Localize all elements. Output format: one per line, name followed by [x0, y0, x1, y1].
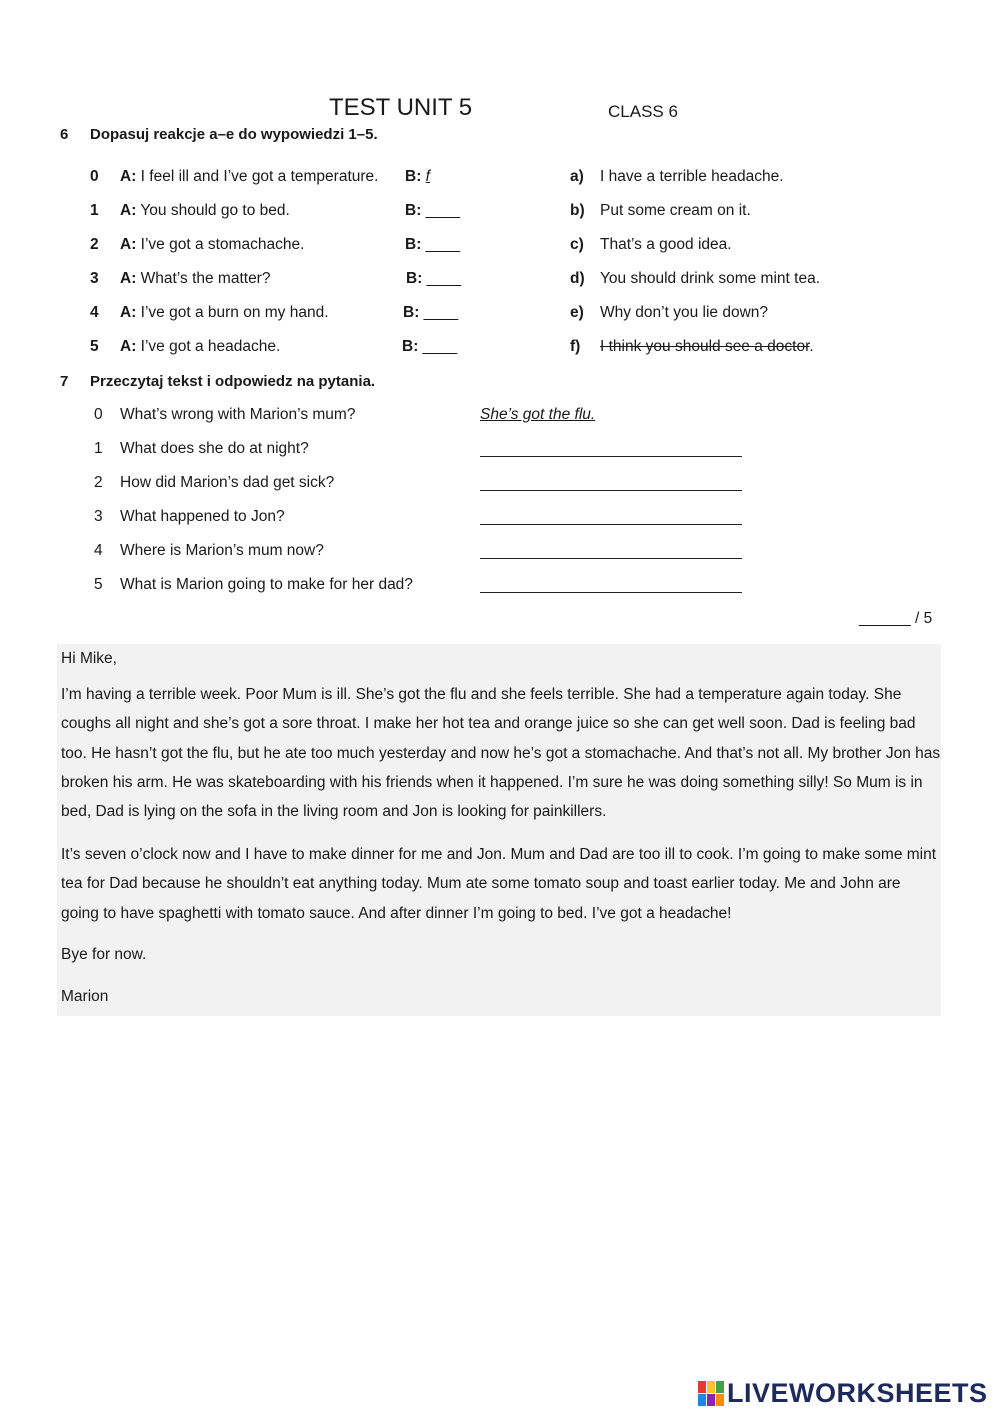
prompt-a-label: A:: [120, 236, 137, 253]
prompt-number: 2: [90, 236, 99, 253]
logo-tile: [716, 1381, 724, 1393]
prompt-a: [120, 270, 270, 288]
logo-tile: [698, 1394, 706, 1406]
prompt-b-label: B:: [403, 304, 420, 321]
question-text: How did Marion’s dad get sick?: [120, 474, 335, 491]
prompt-a-text: What’s the matter?: [140, 270, 271, 287]
page-title: TEST UNIT 5: [329, 94, 473, 121]
example-answer: She’s got the flu.: [480, 406, 596, 423]
prompt-number: 4: [90, 304, 99, 321]
answer-line[interactable]: [480, 524, 742, 525]
prompt-b-label: B:: [405, 168, 422, 185]
question-text: What’s wrong with Marion’s mum?: [120, 406, 356, 423]
prompt-number: 5: [90, 338, 99, 355]
answer-line[interactable]: [480, 592, 742, 593]
answer-blank[interactable]: ____: [426, 270, 462, 287]
prompt-a: [120, 304, 329, 322]
response-text: [600, 168, 784, 186]
prompt-b-answer[interactable]: [406, 270, 461, 288]
liveworksheets-logo: [698, 1376, 988, 1410]
prompt-b-label: B:: [406, 270, 423, 287]
question-text: What does she do at night?: [120, 440, 309, 457]
response-text-value: Why don’t you lie down?: [600, 304, 769, 321]
response-letter: c): [570, 236, 584, 253]
prompt-a-label: A:: [120, 202, 137, 219]
prompt-a-text: I’ve got a stomachache.: [140, 236, 305, 253]
logo-tile: [716, 1394, 724, 1406]
response-text: [600, 338, 814, 356]
question-text: What happened to Jon?: [120, 508, 285, 525]
logo-tile: [707, 1381, 715, 1393]
response-text: [600, 270, 820, 288]
question-number: 4: [94, 542, 103, 559]
exercise-6-heading: Dopasuj reakcje a–e do wypowiedzi 1–5.: [90, 126, 378, 143]
prompt-number: 3: [90, 270, 99, 287]
score-field[interactable]: ______ / 5: [859, 610, 933, 627]
prompt-b-answer[interactable]: [405, 202, 460, 220]
prompt-number: 0: [90, 168, 99, 185]
prompt-number: 1: [90, 202, 99, 219]
answer-line[interactable]: [480, 558, 742, 559]
prompt-b-label: B:: [405, 202, 422, 219]
prompt-a-text: You should go to bed.: [140, 202, 290, 219]
response-text: [600, 202, 751, 220]
question-text: What is Marion going to make for her dad?: [120, 576, 413, 593]
answer-blank[interactable]: ____: [423, 304, 459, 321]
prompt-b-label: B:: [402, 338, 419, 355]
response-letter: a): [570, 168, 584, 185]
response-letter: b): [570, 202, 585, 219]
prompt-a-label: A:: [120, 168, 137, 185]
prompt-a-label: A:: [120, 338, 137, 355]
class-label: CLASS 6: [608, 102, 678, 121]
prompt-b-answer[interactable]: [405, 236, 460, 254]
exercise-7-heading: Przeczytaj tekst i odpowiedz na pytania.: [90, 373, 376, 390]
prompt-b-label: B:: [405, 236, 422, 253]
prompt-b-answer[interactable]: [405, 168, 430, 186]
answer-line[interactable]: [480, 456, 742, 457]
prompt-a-text: I’ve got a burn on my hand.: [140, 304, 329, 321]
question-number: 5: [94, 576, 103, 593]
question-number: 2: [94, 474, 103, 491]
response-text: [600, 304, 768, 322]
prompt-a-label: A:: [120, 270, 137, 287]
response-letter: f): [570, 338, 581, 355]
logo-mark-icon: [698, 1381, 724, 1406]
question-number: 1: [94, 440, 103, 457]
logo-tile: [698, 1381, 706, 1393]
prompt-a-text: I’ve got a headache.: [140, 338, 281, 355]
answer-blank[interactable]: ____: [425, 202, 461, 219]
prompt-a: [120, 202, 290, 220]
prompt-a-text: I feel ill and I’ve got a temperature.: [140, 168, 379, 185]
logo-text: LIVEWORKSHEETS: [727, 1377, 988, 1408]
letter-passage: [57, 644, 941, 1016]
question-text: Where is Marion’s mum now?: [120, 542, 324, 559]
letter-paragraph-2: It’s seven o’clock now and I have to make dinner for me and Jon. Mum and Dad are too ill to cook. I’m going to make some mint tea for Dad because he shouldn’t eat anything today. Mum ate some tomato soup and toast earlier today. Me and John are going to have spaghetti with tomato sauce. And after dinner I’m going to bed. I’ve got a headache!: [61, 846, 937, 922]
letter-signature: Marion: [61, 988, 109, 1005]
exercise-7-number: 7: [60, 373, 69, 390]
answer-line[interactable]: [480, 490, 742, 491]
logo-tile: [707, 1394, 715, 1406]
response-text-crossed: I think you should see a doctor: [600, 338, 810, 355]
response-text-value: I have a terrible headache.: [600, 168, 784, 185]
prompt-a: [120, 168, 378, 186]
response-text: [600, 236, 732, 254]
response-text-value: You should drink some mint tea.: [600, 270, 820, 287]
prompt-b-answer[interactable]: [402, 338, 457, 356]
letter-paragraph-1: I’m having a terrible week. Poor Mum is ill. She’s got the flu and she feels terrible. She had a temperature again today. She coughs all night and she’s got a sore throat. I make her hot tea and orange juice so she can get well soon. Dad is feeling bad too. He hasn’t got the flu, but he ate too much yesterday and now he’s got a stomachache. And that’s not all. My brother Jon has broken his arm. He was skateboarding with his friends when it happened. I’m sure he was doing something silly! So Mum is in bed, Dad is lying on the sofa in the living room and Jon is looking for painkillers.: [61, 686, 941, 821]
prompt-b-answer[interactable]: [403, 304, 458, 322]
answer-blank[interactable]: ____: [422, 338, 458, 355]
response-text-value: That’s a good idea.: [600, 236, 732, 253]
prompt-a: [120, 236, 304, 254]
prompt-a: [120, 338, 280, 356]
question-number: 3: [94, 508, 103, 525]
response-letter: d): [570, 270, 585, 287]
question-number: 0: [94, 406, 103, 423]
letter-closing: Bye for now.: [61, 946, 147, 963]
exercise-6-number: 6: [60, 126, 69, 143]
response-suffix: .: [809, 338, 814, 355]
letter-greeting: Hi Mike,: [61, 650, 117, 667]
prompt-a-label: A:: [120, 304, 137, 321]
response-letter: e): [570, 304, 584, 321]
example-answer: f: [425, 168, 430, 185]
answer-blank[interactable]: ____: [425, 236, 461, 253]
response-text-value: Put some cream on it.: [600, 202, 751, 219]
